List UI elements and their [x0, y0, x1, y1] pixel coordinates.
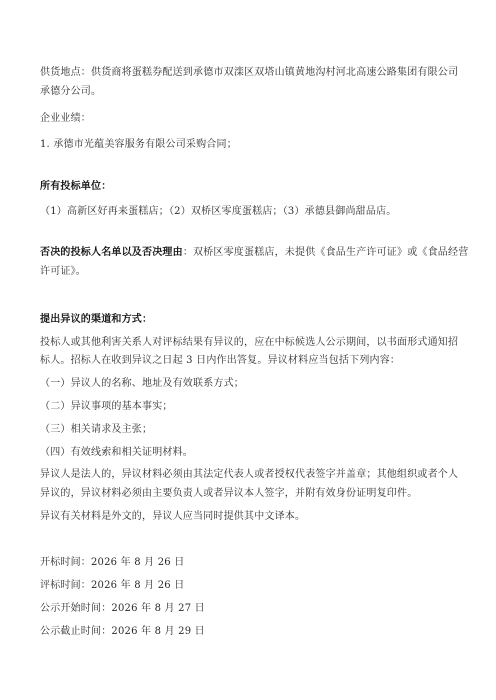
rejected-text-1: ：双桥区零度蛋糕店，未提供《食品生产许可证》或《食品经营 [182, 247, 469, 258]
rejected-label: 否决的投标人名单以及否决理由 [40, 247, 183, 258]
time-bid-opening: 开标时间：2026 年 8 月 26 日 [40, 557, 185, 568]
time-notice-end: 公示截止时间：2026 年 8 月 29 日 [40, 626, 205, 637]
time-notice-start: 公示开始时间：2026 年 8 月 27 日 [40, 603, 205, 614]
objection-item-1: （一）异议人的名称、地址及有效联系方式； [40, 378, 244, 389]
objection-item-3: （三）相关请求及主张； [40, 424, 153, 435]
objection-item-4: （四）有效线索和相关证明材料。 [40, 447, 193, 458]
objection-p3: 异议有关材料是外文的，异议人应当同时提供其中文译本。 [40, 511, 306, 522]
objection-p2-line-2: 异议的，异议材料必须由主要负责人或者异议本人签字，并附有效身份证明复印件。 [40, 488, 418, 499]
objection-item-2: （二）异议事项的基本事实； [40, 401, 173, 412]
objection-p2-line-1: 异议人是法人的，异议材料必须由其法定代表人或者授权代表签字并盖章；其他组织或者个人 [40, 469, 459, 480]
performance-heading: 企业业绩： [40, 113, 91, 124]
performance-item-1: 1. 承德市光蕴美容服务有限公司采购合同； [40, 139, 237, 150]
bidders-list: （1）高新区好再来蛋糕店；（2）双桥区零度蛋糕店；（3）承德县御尚甜品店。 [40, 206, 397, 217]
objection-heading: 提出异议的渠道和方式： [40, 314, 153, 325]
time-evaluation: 评标时间：2026 年 8 月 26 日 [40, 580, 185, 591]
objection-p1-line-2: 标人。招标人在收到异议之日起 3 日内作出答复。异议材料应当包括下列内容： [40, 355, 401, 366]
bidders-heading: 所有投标单位： [40, 181, 112, 192]
delivery-line-1: 供货地点：供货商将蛋糕券配送到承德市双滦区双塔山镇黄地沟村河北高速公路集团有限公司 [40, 67, 459, 78]
objection-p1-line-1: 投标人或其他利害关系人对评标结果有异议的，应在中标候选人公示期间，以书面形式通知招 [40, 337, 459, 348]
rejected-line-2: 许可证》。 [40, 266, 86, 277]
rejected-line-1 [40, 246, 468, 260]
delivery-line-2: 承德分公司。 [40, 86, 102, 97]
